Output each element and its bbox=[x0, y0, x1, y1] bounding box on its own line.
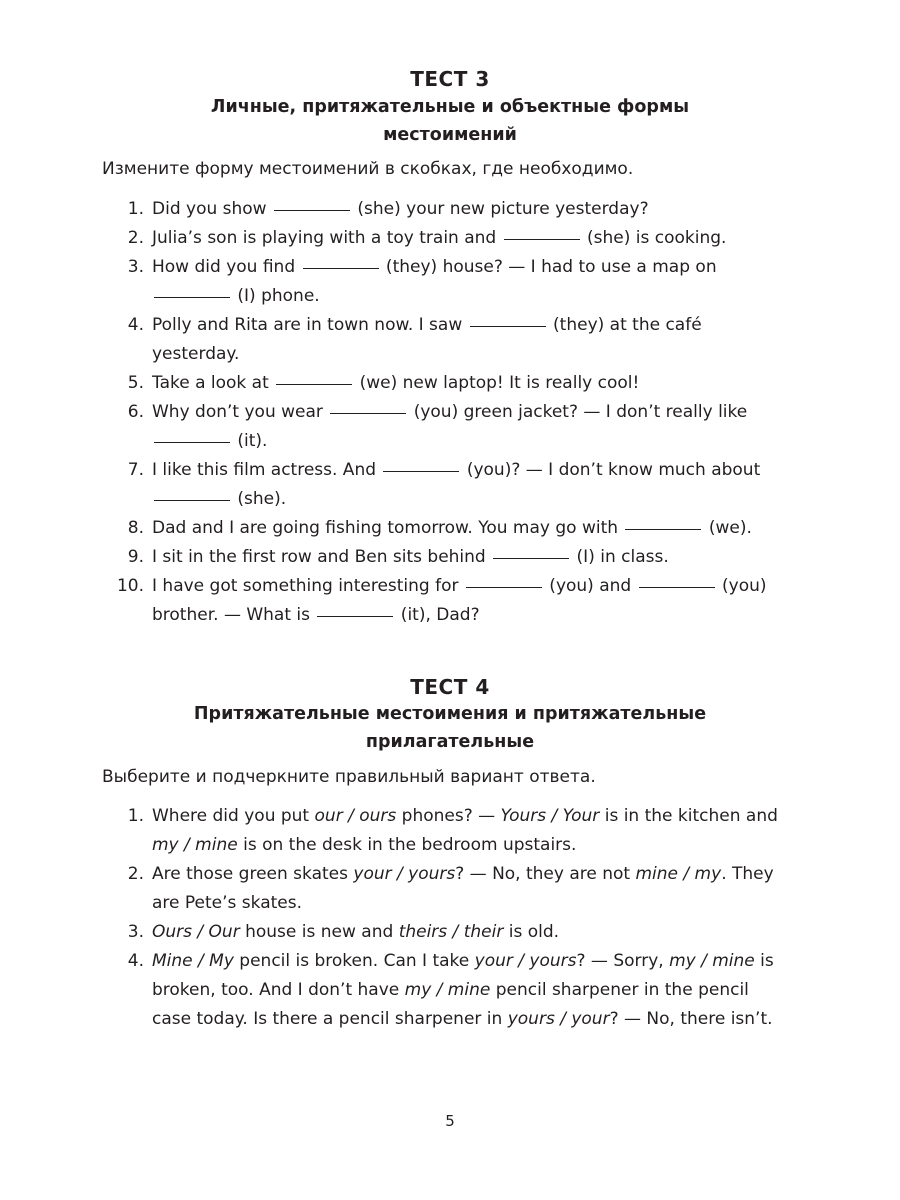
item-number: 2. bbox=[127, 864, 144, 884]
test4-item bbox=[0, 860, 782, 918]
item-text: I sit in the first row and Ben sits behind bbox=[152, 547, 492, 567]
test3-subtitle bbox=[120, 93, 780, 149]
item-text: ? — No, there isn’t. bbox=[609, 1009, 773, 1029]
test3-title: ТЕСТ 3 bbox=[410, 67, 490, 91]
item-text: (it). bbox=[232, 431, 268, 451]
answer-blank[interactable] bbox=[154, 500, 230, 501]
answer-option[interactable]: your / yours bbox=[474, 951, 577, 971]
item-number: 8. bbox=[127, 518, 144, 538]
item-number: 4. bbox=[127, 315, 144, 335]
item-text: How did you find bbox=[152, 257, 301, 277]
item-number: 2. bbox=[127, 228, 144, 248]
answer-blank[interactable] bbox=[154, 442, 230, 443]
item-text: (it), Dad? bbox=[395, 605, 480, 625]
item-text: Polly and Rita are in town now. I saw bbox=[152, 315, 468, 335]
item-number: 6. bbox=[127, 402, 144, 422]
item-number: 1. bbox=[127, 199, 144, 219]
item-text: Dad and I are going fishing tomorrow. You may go with bbox=[152, 518, 624, 538]
item-text: is in the kitchen and bbox=[599, 806, 778, 826]
item-number: 10. bbox=[116, 576, 144, 596]
item-text: Julia’s son is playing with a toy train and bbox=[152, 228, 502, 248]
item-text: Why don’t you wear bbox=[152, 402, 329, 422]
test4-exercise-list bbox=[0, 802, 782, 1034]
item-text: Are those green skates bbox=[152, 864, 354, 884]
item-text: (we) new laptop! It is really cool! bbox=[354, 373, 640, 393]
test3-item bbox=[0, 572, 782, 630]
item-text: (you) brother. — What is bbox=[152, 576, 767, 625]
test3-exercise-list bbox=[0, 195, 782, 630]
item-text: ? — No, they are not bbox=[455, 864, 636, 884]
test3-item bbox=[0, 543, 782, 572]
answer-blank[interactable] bbox=[303, 268, 379, 269]
test3-item bbox=[0, 311, 782, 369]
answer-option[interactable]: theirs / their bbox=[398, 922, 504, 942]
test4-item bbox=[0, 947, 782, 1034]
test3-subtitle-line1: Личные, притяжательные и объектные формы bbox=[210, 97, 690, 117]
item-number: 3. bbox=[127, 257, 144, 277]
page-number: 5 bbox=[445, 1112, 455, 1130]
test4-instruction: Выберите и подчеркните правильный вариант ответа. bbox=[102, 767, 596, 787]
test3-item bbox=[0, 456, 782, 514]
test4-title: ТЕСТ 4 bbox=[410, 675, 490, 699]
item-text: (you)? — I don’t know much about bbox=[461, 460, 761, 480]
item-text: (she). bbox=[232, 489, 287, 509]
item-text: Where did you put bbox=[152, 806, 315, 826]
item-text: ? — Sorry, bbox=[576, 951, 670, 971]
answer-option[interactable]: Ours / Our bbox=[152, 922, 240, 942]
answer-option[interactable]: my / mine bbox=[669, 951, 755, 971]
item-text: is old. bbox=[503, 922, 560, 942]
item-text: (you) green jacket? — I don’t really like bbox=[408, 402, 748, 422]
answer-option[interactable]: your / yours bbox=[353, 864, 456, 884]
item-number: 5. bbox=[127, 373, 144, 393]
test3-item bbox=[0, 224, 782, 253]
answer-option[interactable]: mine / my bbox=[635, 864, 722, 884]
item-number: 3. bbox=[127, 922, 144, 942]
item-text: I have got something interesting for bbox=[152, 576, 464, 596]
item-number: 4. bbox=[127, 951, 144, 971]
item-number: 7. bbox=[127, 460, 144, 480]
item-text: (she) is cooking. bbox=[581, 228, 727, 248]
test4-item bbox=[0, 802, 782, 860]
answer-blank[interactable] bbox=[154, 297, 230, 298]
item-text: is on the desk in the bedroom upstairs. bbox=[237, 835, 577, 855]
test3-item bbox=[0, 195, 782, 224]
test3-instruction: Измените форму местоимений в скобках, где необходимо. bbox=[102, 159, 634, 179]
answer-option[interactable]: Yours / Your bbox=[500, 806, 600, 826]
answer-blank[interactable] bbox=[493, 558, 569, 559]
item-text: Take a look at bbox=[152, 373, 275, 393]
test4-subtitle-line2: прилагательные bbox=[365, 732, 535, 752]
test3-item bbox=[0, 398, 782, 456]
answer-option[interactable]: yours / your bbox=[507, 1009, 610, 1029]
item-number: 9. bbox=[127, 547, 144, 567]
test4-item bbox=[0, 918, 782, 947]
answer-blank[interactable] bbox=[504, 239, 580, 240]
answer-blank[interactable] bbox=[625, 529, 701, 530]
answer-blank[interactable] bbox=[330, 413, 406, 414]
item-text: (you) and bbox=[543, 576, 637, 596]
item-text: house is new and bbox=[239, 922, 399, 942]
answer-option[interactable]: our / ours bbox=[314, 806, 397, 826]
item-text: (she) your new picture yesterday? bbox=[352, 199, 649, 219]
answer-option[interactable]: my / mine bbox=[152, 835, 238, 855]
answer-blank[interactable] bbox=[274, 210, 350, 211]
item-text: pencil sharpener in the pencil case today. Is there a pencil sharpener in bbox=[152, 980, 749, 1029]
test3-item bbox=[0, 514, 782, 543]
answer-blank[interactable] bbox=[470, 326, 546, 327]
item-text: . They are Pete’s skates. bbox=[152, 864, 774, 913]
item-text: (they) at the café yesterday. bbox=[152, 315, 702, 364]
test4-subtitle bbox=[120, 700, 780, 756]
answer-blank[interactable] bbox=[466, 587, 542, 588]
item-text: Did you show bbox=[152, 199, 272, 219]
item-number: 1. bbox=[127, 806, 144, 826]
item-text: (I) in class. bbox=[571, 547, 669, 567]
test3-item bbox=[0, 253, 782, 311]
answer-blank[interactable] bbox=[639, 587, 715, 588]
item-text: (I) phone. bbox=[232, 286, 320, 306]
item-text: phones? — bbox=[396, 806, 501, 826]
answer-blank[interactable] bbox=[383, 471, 459, 472]
item-text: (they) house? — I had to use a map on bbox=[380, 257, 717, 277]
item-text: pencil is broken. Can I take bbox=[233, 951, 475, 971]
item-text: I like this film actress. And bbox=[152, 460, 382, 480]
answer-blank[interactable] bbox=[317, 616, 393, 617]
test3-subtitle-line2: местоимений bbox=[383, 125, 517, 145]
test3-item bbox=[0, 369, 782, 398]
answer-option[interactable]: my / mine bbox=[404, 980, 491, 1000]
test4-subtitle-line1: Притяжательные местоимения и притяжательные bbox=[193, 704, 707, 724]
answer-blank[interactable] bbox=[276, 384, 352, 385]
item-text: (we). bbox=[703, 518, 752, 538]
item-text: is broken, too. And I don’t have bbox=[152, 951, 774, 1000]
answer-option[interactable]: Mine / My bbox=[152, 951, 234, 971]
